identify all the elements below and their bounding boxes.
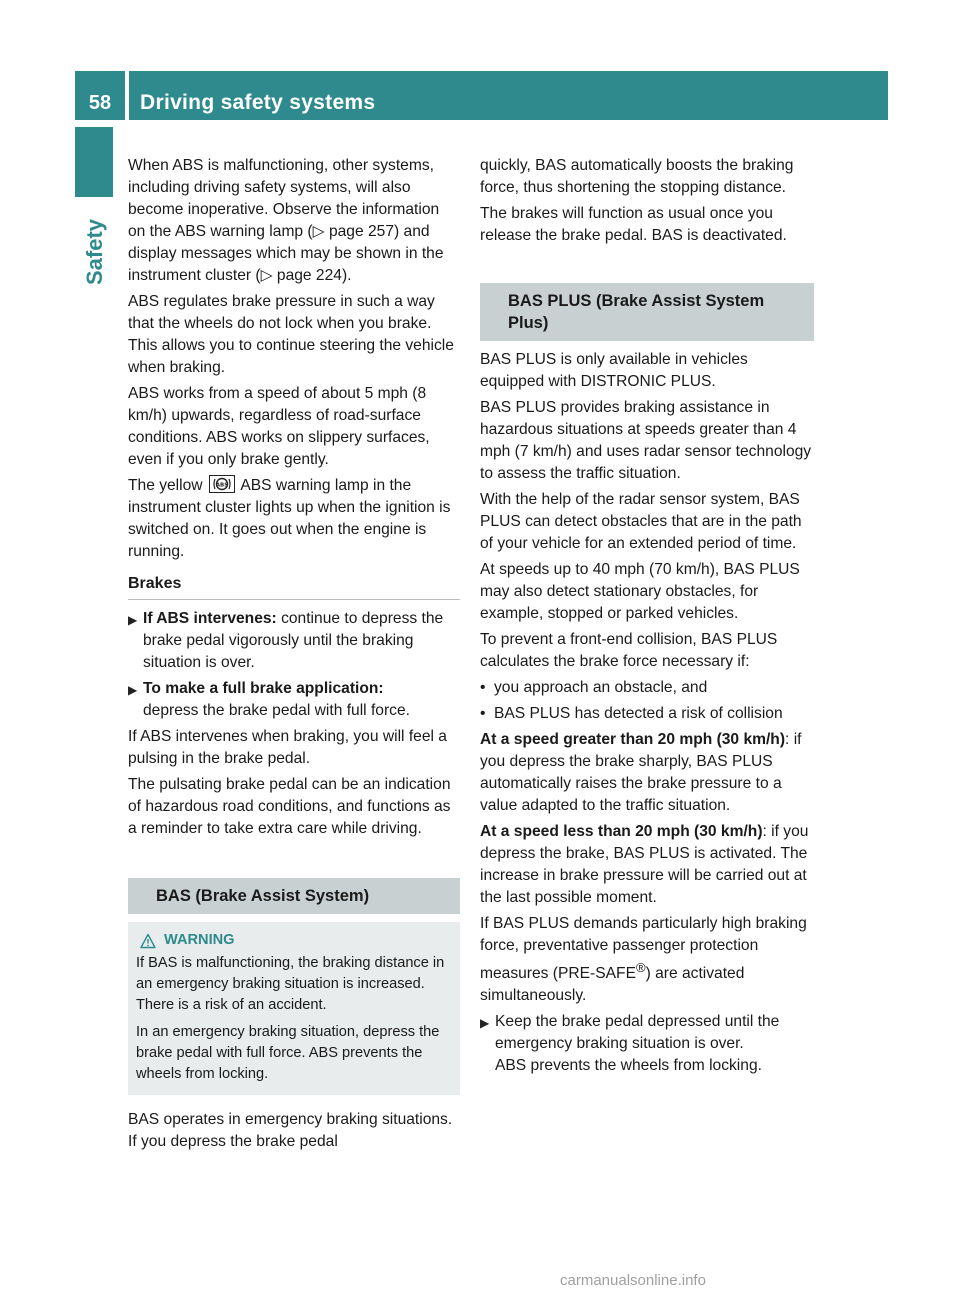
paragraph: ABS regulates brake pressure in such a way that the wheels do not lock when you brake. This allows you to continue steering the vehicle when braking. bbox=[128, 293, 454, 376]
paragraph: The yellow ABS ABS warning lamp in the instrument cluster lights up when the ignition is switched on. It goes out when the engine is running. bbox=[128, 477, 451, 560]
paragraph: BAS operates in emergency braking situations. If you depress the brake pedal bbox=[128, 1111, 453, 1150]
svg-text:ABS: ABS bbox=[215, 482, 229, 489]
step-item: ▶ To make a full brake application: depress the brake pedal with full force. bbox=[128, 678, 460, 722]
section-heading-bas: BAS (Brake Assist System) bbox=[128, 878, 460, 914]
paragraph: BAS PLUS provides braking assistance in hazardous situations at speeds greater than 4 mph (7 km/h) and uses radar sensor technology to assess the traffic situation. bbox=[480, 399, 812, 482]
paragraph: The brakes will function as usual once you release the brake pedal. BAS is deactivated. bbox=[480, 205, 787, 244]
page-number: 58 bbox=[88, 92, 112, 114]
arrow-right-icon: ▶ bbox=[128, 613, 138, 627]
header-divider bbox=[125, 71, 129, 120]
paragraph: BAS PLUS is only available in vehicles equipped with DISTRONIC PLUS. bbox=[480, 351, 748, 390]
right-column bbox=[480, 155, 814, 1081]
section-heading-bas-plus: BAS PLUS (Brake Assist System Plus) bbox=[480, 283, 814, 341]
left-column bbox=[128, 155, 460, 1157]
paragraph: The pulsating brake pedal can be an indication of hazardous road conditions, and functions as a reminder to take extra care while driving. bbox=[128, 776, 451, 837]
warning-box bbox=[128, 922, 460, 1095]
paragraph: To prevent a front-end collision, BAS PLUS calculates the brake force necessary if: bbox=[480, 631, 778, 670]
step-item: ▶ Keep the brake pedal depressed until the emergency braking situation is over. ABS prevents the wheels from locking. bbox=[480, 1011, 814, 1077]
warning-triangle-icon bbox=[140, 933, 156, 949]
side-section-label: Safety bbox=[82, 218, 108, 286]
arrow-right-icon: ▶ bbox=[480, 1016, 490, 1031]
bullet-icon: • bbox=[480, 705, 486, 722]
paragraph: When ABS is malfunctioning, other systems, including driving safety systems, will also become inoperative. Observe the information on the ABS warning lamp (▷ page 257) and display messages which may be shown in the instrument cluster (▷ page 224). bbox=[128, 157, 444, 284]
paragraph: At speeds up to 40 mph (70 km/h), BAS PLUS may also detect stationary obstacles, for example, stopped or parked vehicles. bbox=[480, 561, 800, 622]
bullet-icon: • bbox=[480, 679, 486, 696]
paragraph: quickly, BAS automatically boosts the braking force, thus shortening the stopping distance. bbox=[480, 157, 794, 196]
page-title: Driving safety systems bbox=[140, 91, 376, 114]
paragraph: If ABS intervenes when braking, you will feel a pulsing in the brake pedal. bbox=[128, 728, 447, 767]
paragraph: With the help of the radar sensor system, BAS PLUS can detect obstacles that are in the path of your vehicle for an extended period of time. bbox=[480, 491, 802, 552]
step-item: ▶ If ABS intervenes: continue to depress the brake pedal vigorously until the braking situation is over. bbox=[128, 608, 460, 674]
warning-text: In an emergency braking situation, depress the brake pedal with full force. ABS prevents the wheels from locking. bbox=[136, 1024, 440, 1082]
section-heading-brakes: Brakes bbox=[128, 573, 460, 600]
footer-watermark: carmanualsonline.info bbox=[560, 1272, 706, 1289]
paragraph: ABS works from a speed of about 5 mph (8 km/h) upwards, regardless of road-surface conditions. ABS works on slippery surfaces, even if you only brake gently. bbox=[128, 385, 430, 468]
paragraph: If BAS PLUS demands particularly high braking force, preventative passenger protection measures (PRE-SAFE®) are activated simultaneously. bbox=[480, 915, 807, 1005]
arrow-right-icon: ▶ bbox=[128, 683, 138, 697]
paragraph: At a speed less than 20 mph (30 km/h): if you depress the brake, BAS PLUS is activated. The increase in brake pressure will be carried out at the last possible moment. bbox=[480, 823, 809, 906]
warning-title: WARNING bbox=[136, 930, 452, 951]
warning-text: If BAS is malfunctioning, the braking distance in an emergency braking situation is increased. There is a risk of an accident. bbox=[136, 955, 445, 1013]
paragraph: At a speed greater than 20 mph (30 km/h): if you depress the brake sharply, BAS PLUS automatically raises the brake pressure to a value adapted to the traffic situation. bbox=[480, 731, 802, 814]
side-tab-block bbox=[75, 127, 113, 197]
list-item: • BAS PLUS has detected a risk of collision bbox=[480, 703, 814, 725]
abs-warning-lamp-icon bbox=[209, 475, 235, 493]
list-item: • you approach an obstacle, and bbox=[480, 677, 814, 699]
